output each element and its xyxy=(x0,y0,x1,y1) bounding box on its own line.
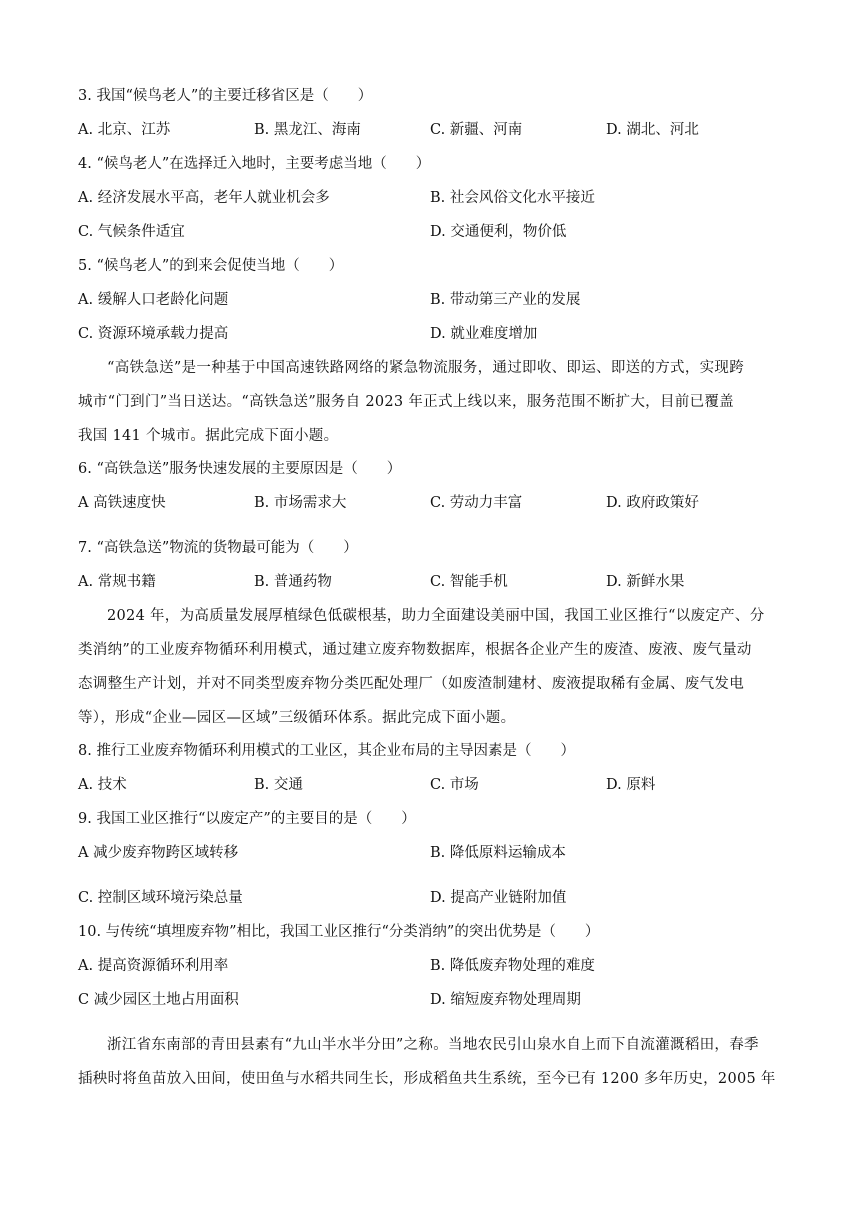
passage-industrial-waste xyxy=(78,599,778,735)
question-6-option-d: D. 政府政策好 xyxy=(606,495,699,511)
passage-2-line-4: 等），形成“企业—园区—区域”三级循环体系。据此完成下面小题。 xyxy=(78,710,516,726)
question-7-option-b: B. 普通药物 xyxy=(254,574,332,590)
question-7-stem: 7. “高铁急送”物流的货物最可能为（ ） xyxy=(78,540,358,556)
passage-1-line-1: “高铁急送”是一种基于中国高速铁路网络的紧急物流服务，通过即收、即运、即送的方式，实现跨 xyxy=(107,360,745,376)
question-4-option-d: D. 交通便利，物价低 xyxy=(430,224,567,240)
question-9-option-c: C. 控制区域环境污染总量 xyxy=(78,890,243,906)
question-10-option-a: A. 提高资源循环利用率 xyxy=(78,958,229,974)
question-9-stem: 9. 我国工业区推行“以废定产”的主要目的是（ ） xyxy=(78,811,416,827)
question-5-stem: 5. “候鸟老人”的到来会促使当地（ ） xyxy=(78,258,344,274)
question-10-option-c: C 减少园区土地占用面积 xyxy=(78,992,239,1008)
question-9-option-b: B. 降低原料运输成本 xyxy=(430,845,566,861)
question-3-option-c: C. 新疆、河南 xyxy=(430,122,523,138)
question-8-option-c: C. 市场 xyxy=(430,777,479,793)
question-5-option-d: D. 就业难度增加 xyxy=(430,326,538,342)
question-4-option-c: C. 气候条件适宜 xyxy=(78,224,185,240)
question-10-stem: 10. 与传统“填埋废弃物”相比，我国工业区推行“分类消纳”的突出优势是（ ） xyxy=(78,924,600,940)
question-8-option-a: A. 技术 xyxy=(78,777,127,793)
passage-2-line-1: 2024 年，为高质量发展厚植绿色低碳根基，助力全面建设美丽中国，我国工业区推行“以废定产、分 xyxy=(107,608,765,624)
passage-2-line-2: 类消纳”的工业废弃物循环利用模式，通过建立废弃物数据库，根据各企业产生的废渣、废液、废气量动 xyxy=(78,642,752,658)
question-8-stem: 8. 推行工业废弃物循环利用模式的工业区，其企业布局的主导因素是（ ） xyxy=(78,743,575,759)
question-4-option-a: A. 经济发展水平高，老年人就业机会多 xyxy=(78,190,330,206)
question-10-option-b: B. 降低废弃物处理的难度 xyxy=(430,958,595,974)
question-5-option-c: C. 资源环境承载力提高 xyxy=(78,326,229,342)
question-7-option-d: D. 新鲜水果 xyxy=(606,574,685,590)
question-7-option-c: C. 智能手机 xyxy=(430,574,508,590)
passage-1-line-2: 城市“门到门”当日送达。“高铁急送”服务自 2023 年正式上线以来，服务范围不断扩大，目前已覆盖 xyxy=(78,394,734,410)
question-5-option-b: B. 带动第三产业的发展 xyxy=(430,292,581,308)
question-6-option-a: A 高铁速度快 xyxy=(78,495,166,511)
question-10-option-d: D. 缩短废弃物处理周期 xyxy=(430,992,581,1008)
passage-1-line-3: 我国 141 个城市。据此完成下面小题。 xyxy=(78,428,339,444)
passage-3-line-2: 插秧时将鱼苗放入田间，使田鱼与水稻共同生长，形成稻鱼共生系统，至今已有 1200 多年历史，2005 年 xyxy=(78,1071,776,1087)
question-3-option-a: A. 北京、江苏 xyxy=(78,122,171,138)
question-4-option-b: B. 社会风俗文化水平接近 xyxy=(430,190,595,206)
passage-3-line-1: 浙江省东南部的青田县素有“九山半水半分田”之称。当地农民引山泉水自上而下自流灌溉稻田，春季 xyxy=(107,1037,759,1053)
passage-rice-fish-system xyxy=(78,1028,778,1096)
passage-high-speed-rail-express xyxy=(78,351,778,453)
question-4-stem: 4. “候鸟老人”在选择迁入地时，主要考虑当地（ ） xyxy=(78,156,431,172)
question-3-stem: 3. 我国“候鸟老人”的主要迁移省区是（ ） xyxy=(78,88,373,104)
question-7-option-a: A. 常规书籍 xyxy=(78,574,156,590)
question-9-option-a: A 减少废弃物跨区域转移 xyxy=(78,845,239,861)
question-8-option-b: B. 交通 xyxy=(254,777,303,793)
question-6-stem: 6. “高铁急送”服务快速发展的主要原因是（ ） xyxy=(78,461,402,477)
question-3-option-d: D. 湖北、河北 xyxy=(606,122,699,138)
question-8-option-d: D. 原料 xyxy=(606,777,656,793)
passage-2-line-3: 态调整生产计划，并对不同类型废弃物分类匹配处理厂（如废渣制建材、废液提取稀有金属、废气发电 xyxy=(78,676,744,692)
question-9-option-d: D. 提高产业链附加值 xyxy=(430,890,567,906)
question-6-option-b: B. 市场需求大 xyxy=(254,495,347,511)
question-5-option-a: A. 缓解人口老龄化问题 xyxy=(78,292,229,308)
question-6-option-c: C. 劳动力丰富 xyxy=(430,495,523,511)
question-3-option-b: B. 黑龙江、海南 xyxy=(254,122,361,138)
